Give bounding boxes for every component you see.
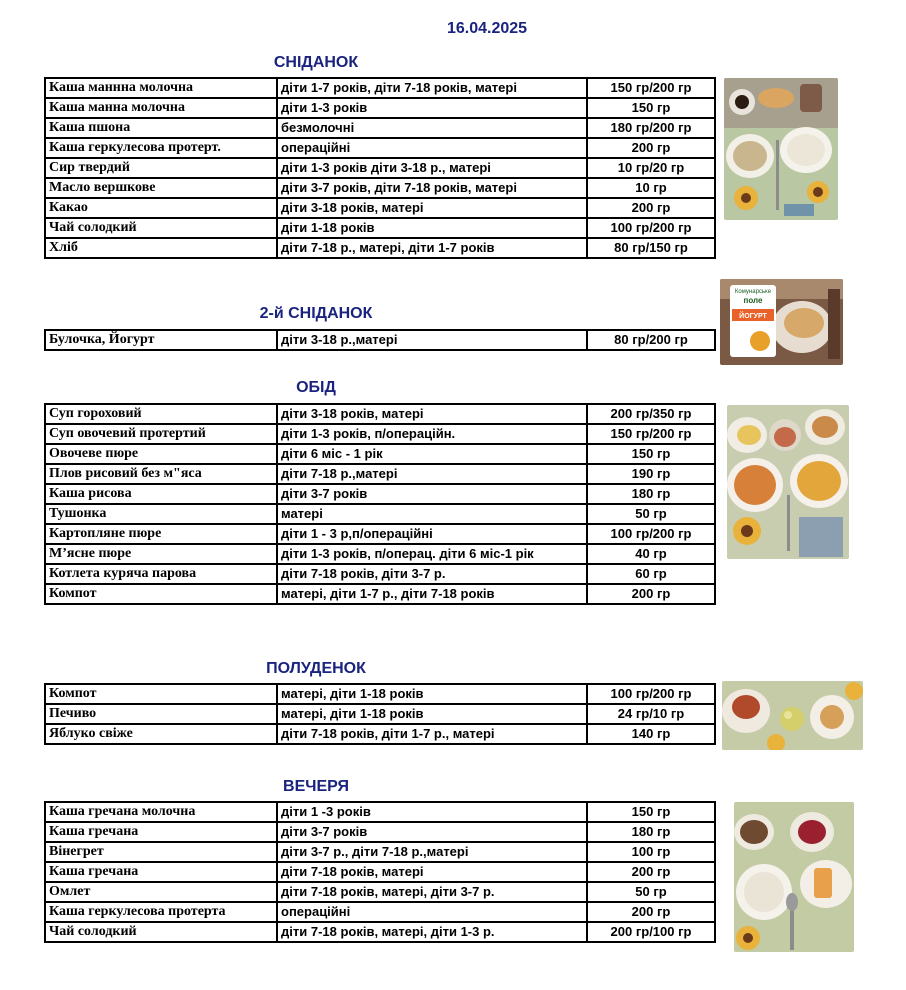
- menu-row: [45, 704, 715, 724]
- portion-cell: 100 гр/200 гр: [587, 684, 715, 704]
- portion-cell: 40 гр: [587, 544, 715, 564]
- menu-row: [45, 724, 715, 744]
- menu-row: [45, 78, 715, 98]
- menu-row: [45, 178, 715, 198]
- menu-row: [45, 118, 715, 138]
- dish-cell: Печиво: [45, 704, 277, 724]
- lunch-table: [44, 403, 716, 605]
- group-cell: діти 1-3 років діти 3-18 р., матері: [277, 158, 587, 178]
- portion-cell: 150 гр: [587, 444, 715, 464]
- group-cell: діти 6 міс - 1 рік: [277, 444, 587, 464]
- menu-row: [45, 464, 715, 484]
- menu-row: [45, 564, 715, 584]
- dish-cell: Компот: [45, 584, 277, 604]
- second-breakfast-photo: [720, 279, 843, 365]
- dish-cell: Суп гороховий: [45, 404, 277, 424]
- dish-cell: Булочка, Йогурт: [45, 330, 277, 350]
- dish-cell: Овочеве пюре: [45, 444, 277, 464]
- portion-cell: 100 гр/200 гр: [587, 218, 715, 238]
- menu-row: [45, 158, 715, 178]
- portion-cell: 190 гр: [587, 464, 715, 484]
- group-cell: діти 3-18 років, матері: [277, 198, 587, 218]
- menu-row: [45, 330, 715, 350]
- group-cell: діти 1-7 років, діти 7-18 років, матері: [277, 78, 587, 98]
- section-title-lunch: ОБІД: [296, 379, 336, 396]
- group-cell: діти 3-18 років, матері: [277, 404, 587, 424]
- dish-cell: Суп овочевий протертий: [45, 424, 277, 444]
- afternoon-snack-photo: [722, 681, 863, 750]
- menu-row: [45, 544, 715, 564]
- menu-row: [45, 444, 715, 464]
- group-cell: матері, діти 1-7 р., діти 7-18 років: [277, 584, 587, 604]
- dish-cell: Каша рисова: [45, 484, 277, 504]
- group-cell: діти 3-7 р., діти 7-18 р.,матері: [277, 842, 587, 862]
- group-cell: матері, діти 1-18 років: [277, 684, 587, 704]
- dish-cell: Сир твердий: [45, 158, 277, 178]
- group-cell: діти 3-7 років: [277, 484, 587, 504]
- dish-cell: Компот: [45, 684, 277, 704]
- dish-cell: Каша пшона: [45, 118, 277, 138]
- dish-cell: Плов рисовий без м"яса: [45, 464, 277, 484]
- lunch-photo: [727, 405, 849, 559]
- group-cell: діти 7-18 років, матері, діти 3-7 р.: [277, 882, 587, 902]
- portion-cell: 200 гр: [587, 584, 715, 604]
- section-title-dinner: ВЕЧЕРЯ: [283, 778, 349, 795]
- menu-row: [45, 138, 715, 158]
- group-cell: діти 7-18 р., матері, діти 1-7 років: [277, 238, 587, 258]
- menu-row: [45, 404, 715, 424]
- group-cell: діти 7-18 років, діти 1-7 р., матері: [277, 724, 587, 744]
- dish-cell: Котлета куряча парова: [45, 564, 277, 584]
- portion-cell: 100 гр/200 гр: [587, 524, 715, 544]
- group-cell: операційні: [277, 902, 587, 922]
- menu-row: [45, 584, 715, 604]
- group-cell: діти 3-7 років, діти 7-18 років, матері: [277, 178, 587, 198]
- portion-cell: 50 гр: [587, 504, 715, 524]
- menu-row: [45, 822, 715, 842]
- menu-date: 16.04.2025: [446, 20, 528, 37]
- dish-cell: Вінегрет: [45, 842, 277, 862]
- menu-row: [45, 198, 715, 218]
- section-title-breakfast: СНІДАНОК: [273, 54, 359, 71]
- group-cell: діти 1-18 років: [277, 218, 587, 238]
- portion-cell: 24 гр/10 гр: [587, 704, 715, 724]
- dish-cell: Масло вершкове: [45, 178, 277, 198]
- dish-cell: Каша маннна молочна: [45, 78, 277, 98]
- portion-cell: 200 гр: [587, 138, 715, 158]
- portion-cell: 150 гр/200 гр: [587, 78, 715, 98]
- dish-cell: Каша манна молочна: [45, 98, 277, 118]
- menu-row: [45, 882, 715, 902]
- section-title-second-breakfast: 2-й СНІДАНОК: [259, 305, 373, 322]
- portion-cell: 150 гр: [587, 98, 715, 118]
- yogurt-brand-text: Комунарське: [734, 289, 772, 295]
- dish-cell: Чай солодкий: [45, 218, 277, 238]
- portion-cell: 200 гр: [587, 902, 715, 922]
- portion-cell: 50 гр: [587, 882, 715, 902]
- dish-cell: Хліб: [45, 238, 277, 258]
- portion-cell: 200 гр: [587, 862, 715, 882]
- portion-cell: 200 гр: [587, 198, 715, 218]
- portion-cell: 60 гр: [587, 564, 715, 584]
- group-cell: діти 1-3 років: [277, 98, 587, 118]
- afternoon-snack-table: [44, 683, 716, 745]
- dish-cell: М’ясне пюре: [45, 544, 277, 564]
- portion-cell: 10 гр/20 гр: [587, 158, 715, 178]
- menu-row: [45, 842, 715, 862]
- group-cell: діти 3-18 р.,матері: [277, 330, 587, 350]
- portion-cell: 140 гр: [587, 724, 715, 744]
- menu-row: [45, 424, 715, 444]
- group-cell: діти 7-18 років, матері: [277, 862, 587, 882]
- dish-cell: Чай солодкий: [45, 922, 277, 942]
- menu-row: [45, 98, 715, 118]
- portion-cell: 80 гр/200 гр: [587, 330, 715, 350]
- portion-cell: 180 гр: [587, 484, 715, 504]
- portion-cell: 10 гр: [587, 178, 715, 198]
- group-cell: матері: [277, 504, 587, 524]
- dish-cell: Каша геркулесова протерт.: [45, 138, 277, 158]
- menu-row: [45, 922, 715, 942]
- dinner-photo: [734, 802, 854, 952]
- yogurt-brand2-text: поле: [743, 296, 763, 305]
- dish-cell: Каша геркулесова протерта: [45, 902, 277, 922]
- breakfast-table: [44, 77, 716, 259]
- menu-row: [45, 684, 715, 704]
- dish-cell: Тушонка: [45, 504, 277, 524]
- portion-cell: 180 гр/200 гр: [587, 118, 715, 138]
- group-cell: безмолочні: [277, 118, 587, 138]
- menu-row: [45, 218, 715, 238]
- group-cell: діти 1-3 років, п/операційн.: [277, 424, 587, 444]
- dish-cell: Картопляне пюре: [45, 524, 277, 544]
- portion-cell: 200 гр/350 гр: [587, 404, 715, 424]
- menu-row: [45, 484, 715, 504]
- group-cell: операційні: [277, 138, 587, 158]
- group-cell: діти 7-18 років, діти 3-7 р.: [277, 564, 587, 584]
- dish-cell: Какао: [45, 198, 277, 218]
- menu-row: [45, 524, 715, 544]
- second-breakfast-table: [44, 329, 716, 351]
- portion-cell: 80 гр/150 гр: [587, 238, 715, 258]
- section-title-afternoon-snack: ПОЛУДЕНОК: [266, 660, 366, 677]
- portion-cell: 180 гр: [587, 822, 715, 842]
- group-cell: діти 1 -3 років: [277, 802, 587, 822]
- group-cell: діти 1-3 років, п/операц. діти 6 міс-1 рік: [277, 544, 587, 564]
- yogurt-label-text: ЙОГУРТ: [739, 313, 767, 320]
- dish-cell: Омлет: [45, 882, 277, 902]
- group-cell: матері, діти 1-18 років: [277, 704, 587, 724]
- menu-row: [45, 238, 715, 258]
- group-cell: діти 7-18 років, матері, діти 1-3 р.: [277, 922, 587, 942]
- menu-row: [45, 902, 715, 922]
- dish-cell: Каша гречана молочна: [45, 802, 277, 822]
- menu-row: [45, 862, 715, 882]
- dinner-table: [44, 801, 716, 943]
- dish-cell: Яблуко свіже: [45, 724, 277, 744]
- group-cell: діти 3-7 років: [277, 822, 587, 842]
- portion-cell: 150 гр/200 гр: [587, 424, 715, 444]
- dish-cell: Каша гречана: [45, 862, 277, 882]
- group-cell: діти 1 - 3 р,п/операційні: [277, 524, 587, 544]
- portion-cell: 200 гр/100 гр: [587, 922, 715, 942]
- portion-cell: 100 гр: [587, 842, 715, 862]
- group-cell: діти 7-18 р.,матері: [277, 464, 587, 484]
- portion-cell: 150 гр: [587, 802, 715, 822]
- menu-row: [45, 504, 715, 524]
- breakfast-photo: [724, 78, 838, 220]
- menu-row: [45, 802, 715, 822]
- dish-cell: Каша гречана: [45, 822, 277, 842]
